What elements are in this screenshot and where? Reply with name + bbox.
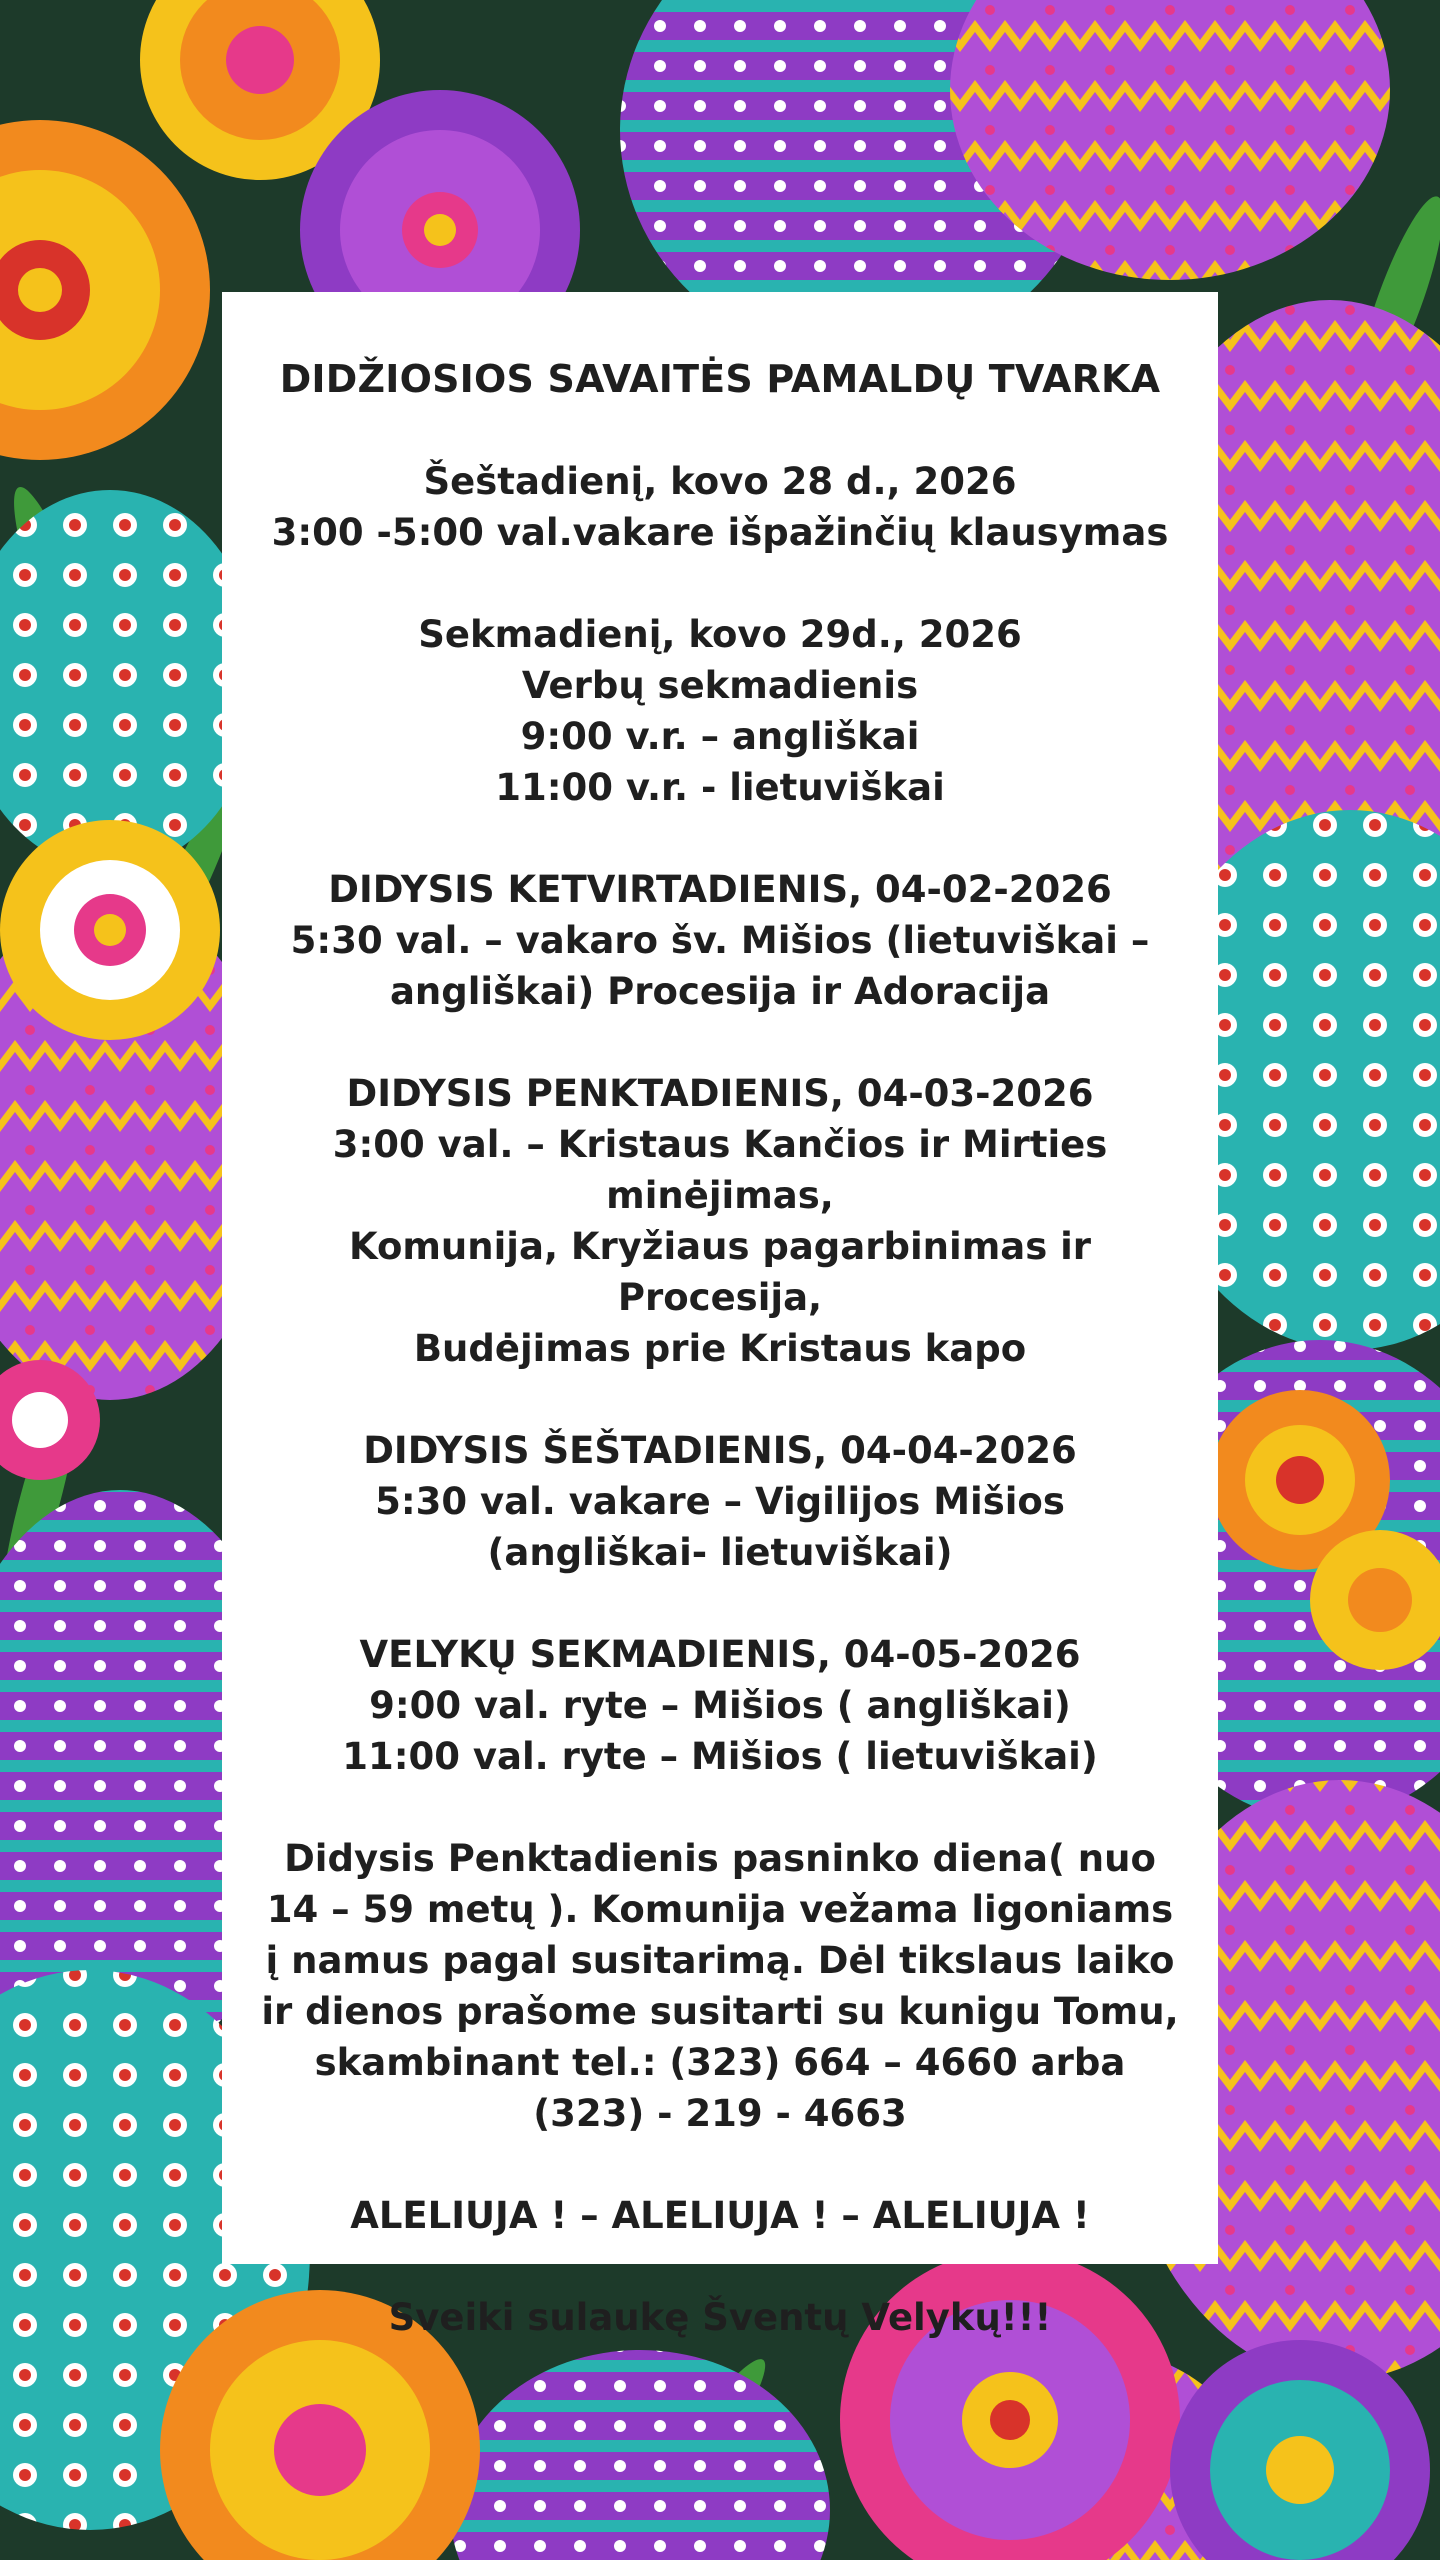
schedule-section <box>252 1629 1188 1782</box>
section-line: Verbų sekmadienis <box>521 664 919 707</box>
schedule-section <box>252 864 1188 1017</box>
section-heading: Sekmadienį, kovo 29d., 2026 <box>418 613 1022 656</box>
section-heading: DIDYSIS ŠEŠTADIENIS, 04-04-2026 <box>363 1429 1077 1472</box>
easter-greeting: Sveiki sulaukę Šventų Velykų!!! <box>388 2296 1052 2339</box>
section-line: Komunija, Kryžiaus pagarbinimas ir Procesija, <box>348 1225 1092 1319</box>
section-line: angliškai) Procesija ir Adoracija <box>389 970 1051 1013</box>
schedule-card <box>222 292 1218 2339</box>
section-line: (angliškai- lietuviškai) <box>487 1531 953 1574</box>
page-title: DIDŽIOSIOS SAVAITĖS PAMALDŲ TVARKA <box>279 357 1161 401</box>
schedule-section <box>252 456 1188 558</box>
section-line: 9:00 v.r. – angliškai <box>520 715 920 758</box>
section-line: 3:00 -5:00 val.vakare išpažinčių klausymas <box>271 511 1169 554</box>
section-line: 11:00 v.r. - lietuviškai <box>495 766 945 809</box>
section-line: 5:30 val. vakare – Vigilijos Mišios <box>375 1480 1065 1523</box>
fasting-note: Didysis Penktadienis pasninko diena( nuo 14 – 59 metų ). Komunija vežama ligoniams į namus pagal susitarimą. Dėl tikslaus laiko ir dienos prašome susitarti su kunigu Tomu, skambinant tel.: (323) 664 – 4660 arba (323) - 219 - 4663 <box>261 1837 1179 2135</box>
schedule-section <box>252 1425 1188 1578</box>
section-line: 11:00 val. ryte – Mišios ( lietuviškai) <box>342 1735 1098 1778</box>
section-heading: DIDYSIS PENKTADIENIS, 04-03-2026 <box>346 1072 1094 1115</box>
section-line: 9:00 val. ryte – Mišios ( angliškai) <box>369 1684 1071 1727</box>
section-heading: VELYKŲ SEKMADIENIS, 04-05-2026 <box>359 1633 1081 1676</box>
schedule-section <box>252 1068 1188 1374</box>
section-line: 3:00 val. – Kristaus Kančios ir Mirties minėjimas, <box>332 1123 1108 1217</box>
section-heading: DIDYSIS KETVIRTADIENIS, 04-02-2026 <box>328 868 1112 911</box>
alleluia-line: ALELIUJA ! – ALELIUJA ! – ALELIUJA ! <box>350 2194 1090 2237</box>
section-line: Budėjimas prie Kristaus kapo <box>413 1327 1027 1370</box>
schedule-section <box>252 609 1188 813</box>
section-heading: Šeštadienį, kovo 28 d., 2026 <box>423 460 1017 503</box>
section-line: 5:30 val. – vakaro šv. Mišios (lietuviškai – <box>290 919 1150 962</box>
